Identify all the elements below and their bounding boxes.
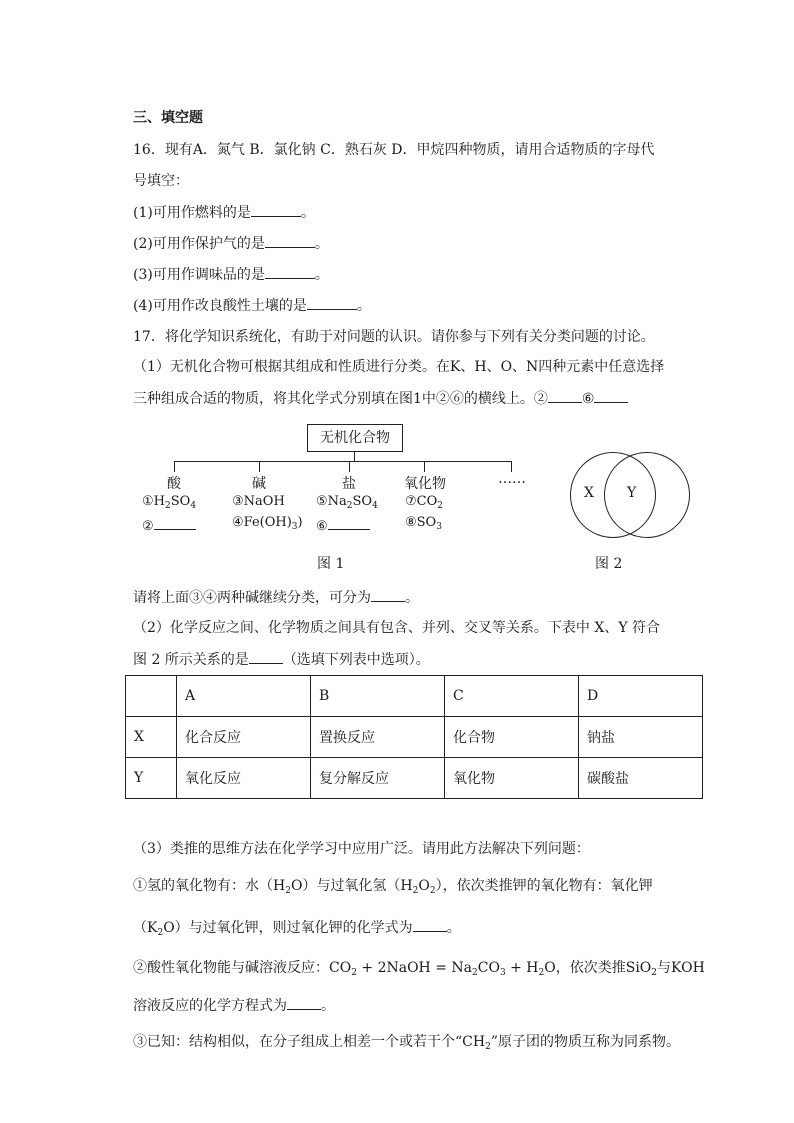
answer-blank[interactable]: [328, 515, 370, 530]
q17-p1-line1: （1）无机化合物可根据其组成和性质进行分类。在K、H、O、N四种元素中任意选择: [133, 359, 665, 375]
fig1-oxide-item2: $⑧SO_3$: [405, 515, 442, 532]
table-cell: 置换反应: [311, 717, 445, 758]
fig2-caption: 图 2: [595, 556, 623, 572]
fig1-root-box: 无机化合物: [307, 424, 403, 452]
answer-blank[interactable]: [307, 295, 357, 310]
q16-item-4: (4)可用作改良酸性土壤的是 。: [133, 295, 371, 316]
table-row: [126, 717, 703, 758]
fig1-oxide-item1: $⑦CO_2$: [405, 494, 443, 511]
fig1-tick: [424, 461, 425, 472]
table-cell: [126, 676, 177, 717]
fig1-connector: [354, 451, 355, 461]
q17-p3-2-line2: 溶液反应的化学方程式为 。: [133, 995, 335, 1016]
fig1-cat-acid: 酸: [167, 476, 181, 492]
options-table: [125, 675, 703, 799]
q17-p3-1-line2: $(K_2O)$与过氧化钾，则过氧化钾的化学式为 。: [133, 917, 461, 943]
table-cell: 氧化物: [445, 758, 579, 799]
venn-label-x: X: [584, 485, 594, 501]
fig1-salt-item1: $⑤Na_2SO_4$: [316, 494, 378, 511]
fig1-tick: [259, 461, 260, 472]
answer-blank[interactable]: [265, 264, 315, 279]
q17-p2-line2: 图 2 所示关系的是 （选填下列表中选项）。: [133, 649, 430, 670]
answer-blank[interactable]: [371, 587, 405, 602]
fig1-base-item2: $④Fe(OH)_3$): [232, 515, 303, 532]
table-cell: B: [311, 676, 445, 717]
table-cell: 复分解反应: [311, 758, 445, 799]
q16-stem-line2: 号填空：: [133, 173, 189, 189]
q17-p1-line2: 三种组成合适的物质，将其化学式分别填在图1中②⑥的横线上。② ⑥: [133, 388, 628, 409]
fig1-salt-item2: ⑥: [316, 515, 370, 534]
table-cell: 钠盐: [579, 717, 703, 758]
q17-base-question: 请将上面③④两种碱继续分类，可分为 。: [133, 587, 419, 608]
table-row: [126, 758, 703, 799]
q16-stem-line1: 16．现有A．氮气 B．氯化钠 C．熟石灰 D．甲烷四种物质，请用合适物质的字母代: [133, 142, 655, 158]
fig1-tick: [349, 461, 350, 472]
answer-blank-6[interactable]: [594, 388, 628, 403]
fig1-caption: 图 1: [317, 556, 345, 572]
answer-blank[interactable]: [265, 233, 315, 248]
table-cell: 碳酸盐: [579, 758, 703, 799]
q16-item-3: (3)可用作调味品的是 。: [133, 264, 329, 285]
table-cell: X: [126, 717, 177, 758]
table-cell: 氧化反应: [177, 758, 311, 799]
section-title: 三、填空题: [133, 110, 203, 126]
q17-p3-3: ③已知：结构相似，在分子组成上相差一个或若干个“$CH_2$”原子团的物质互称为同系物。: [133, 1034, 680, 1052]
fig1-cat-oxide: 氧化物: [404, 476, 446, 492]
q17-stem: 17．将化学知识系统化，有助于对问题的认识。请你参与下列有关分类问题的讨论。: [133, 329, 655, 345]
venn-label-y: Y: [627, 485, 637, 501]
q16-item-2: (2)可用作保护气的是 。: [133, 233, 329, 254]
answer-blank[interactable]: [249, 649, 283, 664]
fig1-branch-line: [174, 461, 512, 462]
q17-p3: （3）类推的思维方法在化学学习中应用广泛。请用此方法解决下列问题：: [133, 841, 590, 857]
table-cell: 化合物: [445, 717, 579, 758]
q17-p3-2-line1: ②酸性氧化物能与碱溶液反应：$CO_2$ + 2NaOH = $Na_2CO_3 + H_2O$，依次类推SiO$_2$与KOH: [133, 960, 705, 978]
fig1-cat-base: 碱: [252, 476, 266, 492]
q17-p3-1-line1: ①氢的氧化物有：水$(H_2O)$与过氧化氢$(H_2O_2)$，依次类推钾的氧化物有：氧化钾: [133, 878, 653, 896]
fig1-base-item1: ③NaOH: [232, 494, 285, 509]
fig1-cat-salt: 盐: [342, 476, 356, 492]
table-cell: Y: [126, 758, 177, 799]
q17-p2-line1: （2）化学反应之间、化学物质之间具有包含、并列、交叉等关系。下表中 X、Y 符合: [133, 620, 661, 636]
answer-blank[interactable]: [287, 995, 321, 1010]
fig1-acid-item1: $①H_2SO_4$: [142, 494, 197, 511]
table-cell: C: [445, 676, 579, 717]
fig1-tick: [174, 461, 175, 472]
table-cell: D: [579, 676, 703, 717]
table-cell: A: [177, 676, 311, 717]
table-header-row: [126, 676, 703, 717]
answer-blank[interactable]: [413, 917, 447, 932]
venn-circle-y: [604, 452, 690, 538]
answer-blank[interactable]: [154, 515, 196, 530]
table-cell: 化合反应: [177, 717, 311, 758]
fig1-acid-item2: ②: [142, 515, 196, 534]
fig1-cat-more: ……: [498, 471, 526, 487]
answer-blank[interactable]: [251, 202, 301, 217]
answer-blank-2[interactable]: [548, 388, 582, 403]
q16-item-1: (1)可用作燃料的是 。: [133, 202, 315, 223]
